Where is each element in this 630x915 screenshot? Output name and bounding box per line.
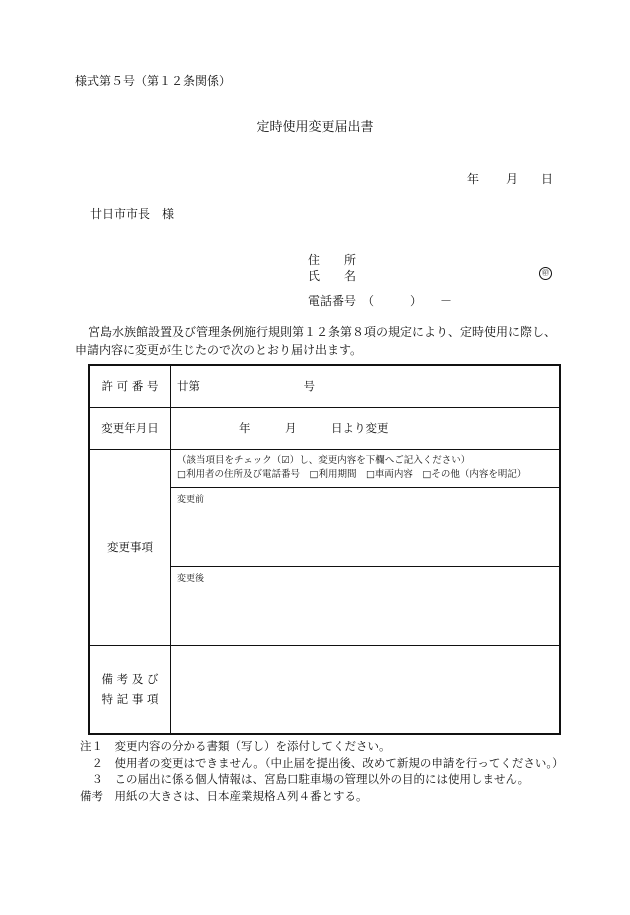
date-month-label: 月 [506,172,519,186]
remarks-label-line1: 備 考 及 び [101,672,159,687]
document-title: 定時使用変更届出書 [256,120,374,135]
addressee: 廿日市市長 様 [90,207,175,221]
remark-note: 備考 用紙の大きさは、日本産業規格Ａ列４番とする。 [80,788,368,803]
notes-section [80,738,570,804]
phone-label: 電話番号 （ ） － [308,294,453,308]
permit-row [89,365,560,407]
note-3: ３ この届出に係る個人情報は、宮島口駐車場の管理以外の目的には使用しません。 [80,772,530,786]
change-date-row [89,407,560,449]
change-form-table [88,364,561,735]
after-change-field[interactable] [171,566,561,645]
date-year-label: 年 [467,172,480,186]
address-label: 住 所 [308,253,357,267]
permit-number-field[interactable]: 廿第 号 [171,365,561,407]
after-label: 変更後 [177,573,205,584]
change-options-checkboxes[interactable]: □利用者の住所及び電話番号 □利用期間 □車両内容 □その他（内容を明記） [177,468,527,480]
change-instruction: （該当項目をチェック（☑）し、変更内容を下欄へご記入ください） [177,454,471,466]
name-label: 氏 名 [308,269,357,283]
remarks-field[interactable] [171,645,561,734]
remarks-label [89,645,171,734]
before-change-field[interactable] [171,487,561,566]
date-day-label: 日 [541,172,554,186]
permit-number-label: 許 可 番 号 [89,365,171,407]
form-number: 様式第５号（第１２条関係） [75,74,232,88]
change-items-row [89,449,560,487]
change-date-field[interactable]: 年 月 日より変更 [171,407,561,449]
change-items-label: 変更事項 [89,449,171,645]
change-date-label: 変更年月日 [89,407,171,449]
seal-mark: ㊞ [539,267,552,280]
remarks-label-line2: 特 記 事 項 [101,692,159,707]
note-1: 注１ 変更内容の分かる書類（写し）を添付してください。 [80,739,391,753]
change-options-cell [171,449,561,487]
before-label: 変更前 [177,494,205,505]
remarks-row [89,645,560,734]
note-2: ２ 使用者の変更はできません。（中止届を提出後、改めて新規の申請を行ってください。） [80,755,564,770]
declaration-text: 宮島水族館設置及び管理条例施行規則第１２条第８項の規定により、定時使用に際し、申請内容に変更が生じたので次のとおり届け出ます。 [75,325,557,357]
